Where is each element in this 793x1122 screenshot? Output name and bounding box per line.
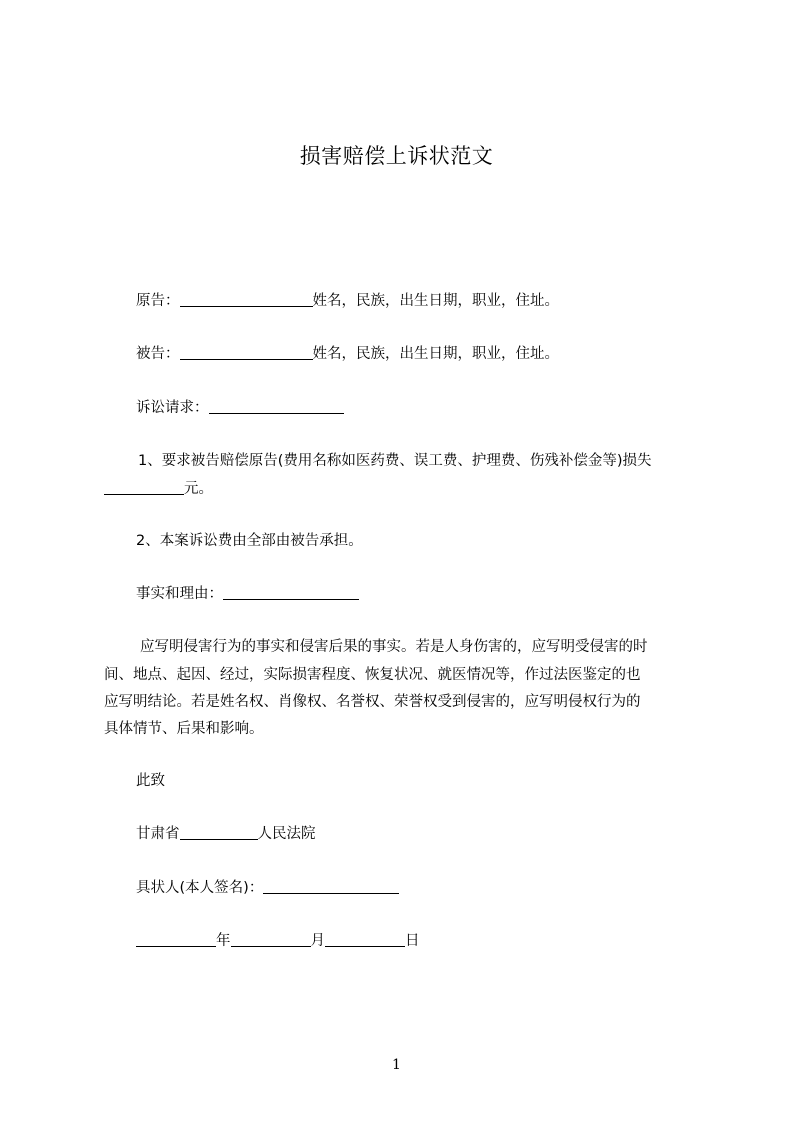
facts-paragraph-line-2 xyxy=(104,665,641,685)
court-blank xyxy=(180,838,258,840)
court-prefix: 甘肃省 xyxy=(136,826,180,842)
claim1-amount-line xyxy=(104,479,213,499)
facts-paragraph-line-1 xyxy=(140,637,648,657)
date-line xyxy=(136,931,420,951)
facts-paragraph-line-3 xyxy=(104,692,641,712)
plaintiff-hint: 姓名，民族，出生日期，职业，住址。 xyxy=(312,293,559,309)
claims-label: 诉讼请求： xyxy=(136,400,209,416)
facts-text-3: 应写明结论。若是姓名权、肖像权、名誉权、荣誉权受到侵害的，应写明侵权行为的 xyxy=(104,694,641,710)
salutation-line xyxy=(136,771,165,791)
plaintiff-line xyxy=(136,291,559,311)
salutation: 此致 xyxy=(136,773,165,789)
claim2-line xyxy=(136,531,363,551)
signature-blank xyxy=(263,892,399,894)
facts-blank xyxy=(223,598,359,600)
court-suffix: 人民法院 xyxy=(257,826,316,842)
signature-line xyxy=(136,878,399,898)
document-title: 损害赔偿上诉状范文 xyxy=(299,144,494,168)
claim1-text: 1、要求被告赔偿原告(费用名称如医药费、误工费、护理费、伤残补偿金等)损失 xyxy=(138,453,652,469)
date-month-label: 月 xyxy=(310,933,325,949)
court-line xyxy=(136,824,316,844)
defendant-line xyxy=(136,344,559,364)
page-number: 1 xyxy=(392,1057,401,1073)
day-blank xyxy=(325,945,405,947)
date-day-label: 日 xyxy=(405,933,420,949)
facts-text-4: 具体情节、后果和影响。 xyxy=(104,721,264,737)
defendant-label: 被告： xyxy=(136,346,180,362)
claims-line xyxy=(136,398,344,418)
facts-label: 事实和理由： xyxy=(136,586,223,602)
claim2-text: 2、本案诉讼费由全部由被告承担。 xyxy=(136,533,363,549)
date-year-label: 年 xyxy=(216,933,231,949)
month-blank xyxy=(231,945,311,947)
claim1-amount-blank xyxy=(104,493,184,495)
year-blank xyxy=(136,945,216,947)
defendant-blank xyxy=(180,358,313,360)
plaintiff-blank xyxy=(180,305,313,307)
facts-text-2: 间、地点、起因、经过，实际损害程度、恢复状况、就医情况等，作过法医鉴定的也 xyxy=(104,667,641,683)
facts-line xyxy=(136,584,359,604)
claim1-suffix: 元。 xyxy=(184,481,213,497)
claim1-line xyxy=(138,451,652,471)
facts-text-1: 应写明侵害行为的事实和侵害后果的事实。若是人身伤害的，应写明受侵害的时 xyxy=(140,639,648,655)
plaintiff-label: 原告： xyxy=(136,293,180,309)
defendant-hint: 姓名，民族，出生日期，职业，住址。 xyxy=(312,346,559,362)
facts-paragraph-line-4 xyxy=(104,719,264,739)
claims-blank xyxy=(209,412,344,414)
signature-label: 具状人(本人签名)： xyxy=(136,880,264,896)
